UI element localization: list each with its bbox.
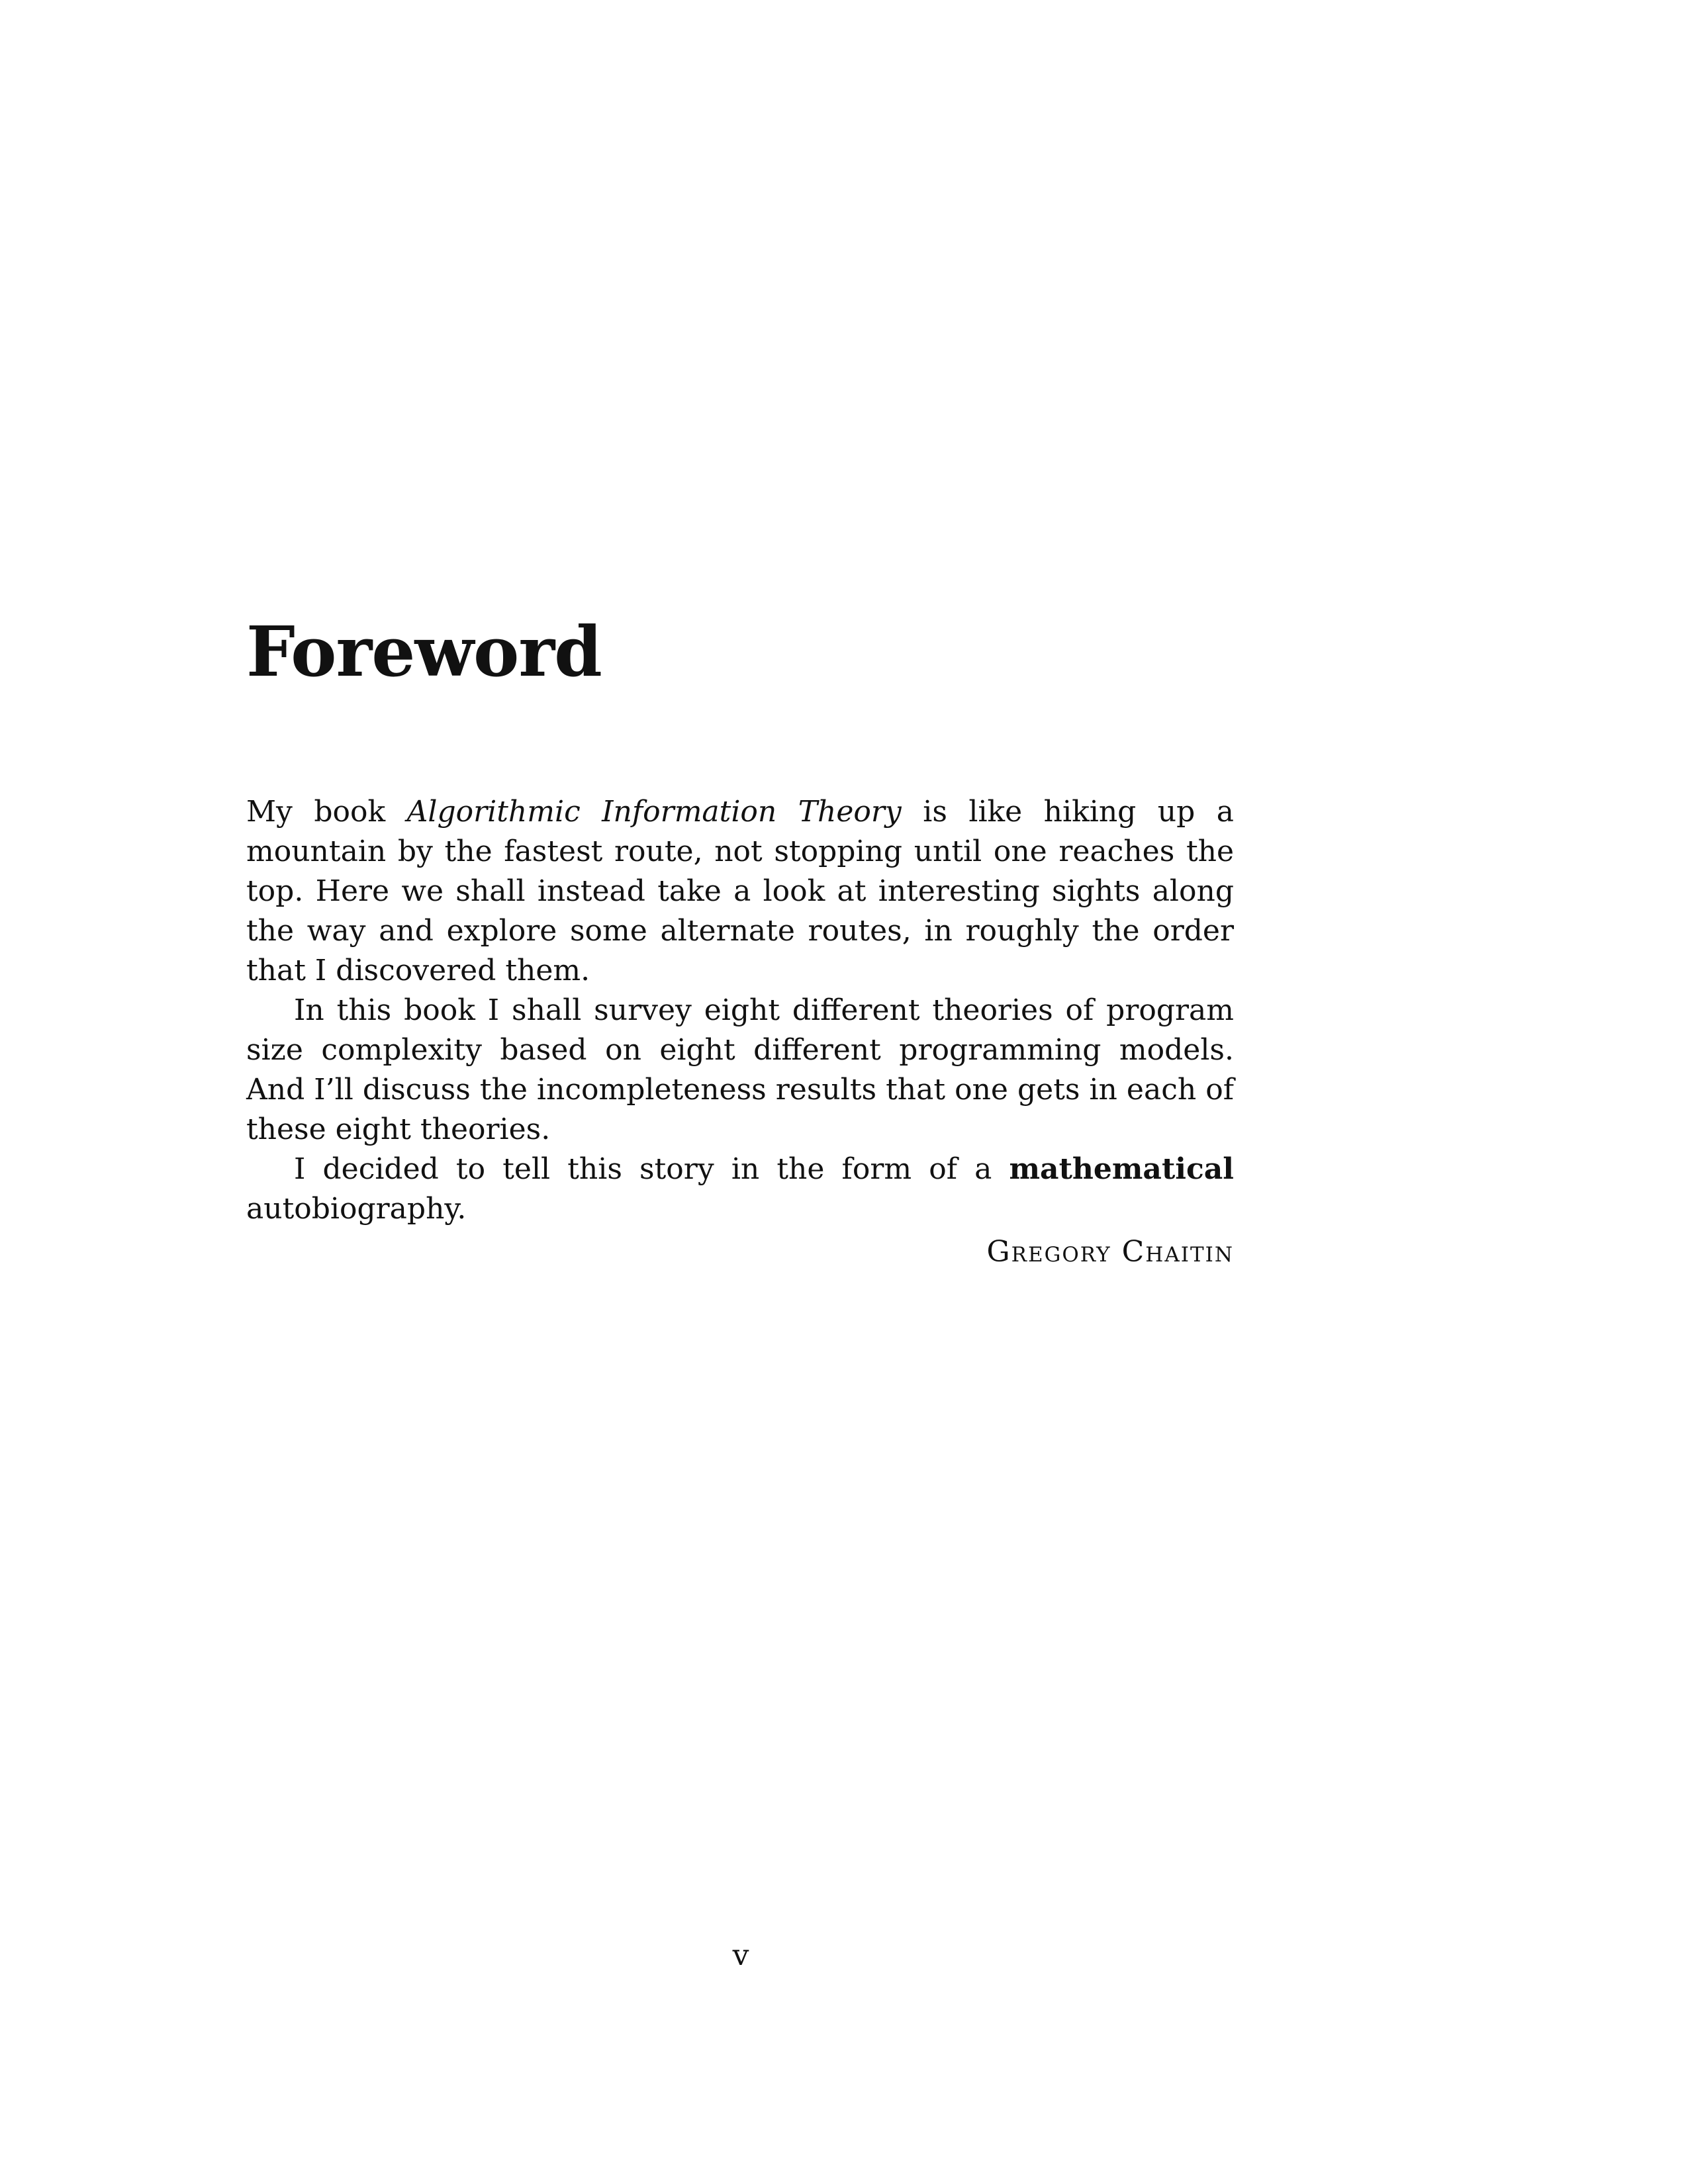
bold-word: mathematical <box>1009 1152 1234 1186</box>
paragraph-1 <box>246 792 1234 991</box>
book-title: Algorithmic Information Theory <box>406 795 902 829</box>
foreword-body <box>246 792 1234 1229</box>
paragraph-3-text-start: I decided to tell this story in the form of a <box>294 1152 1009 1186</box>
paragraph-3-text-end: autobiography. <box>246 1192 467 1226</box>
page-number: v <box>732 1938 749 1972</box>
paragraph-3 <box>246 1150 1234 1229</box>
author-signature: Gregory Chaitin <box>986 1235 1234 1269</box>
paragraph-2: In this book I shall survey eight different theories of program size complexity based on eight different programming models. And I’ll discuss the incompleteness results that one gets in each of these eight theories. <box>246 993 1234 1146</box>
paragraph-1-text-end: is like hiking up a mountain by the fastest route, not stopping until one reaches the top. Here we shall instead take a look at interesting sights along the way and explore some alternate routes, in roughly the order that I discovered them. <box>246 795 1234 987</box>
chapter-title: Foreword <box>246 611 602 692</box>
paragraph-1-text-start: My book <box>246 795 407 829</box>
